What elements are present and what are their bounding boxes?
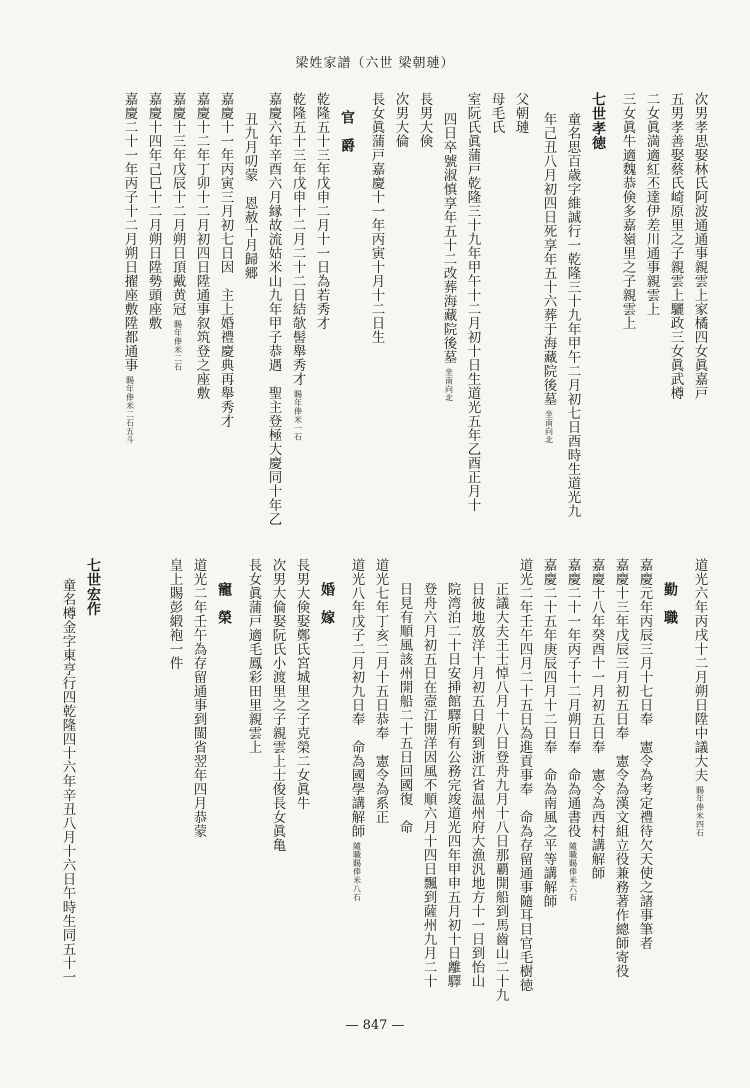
text-column (246, 558, 260, 754)
column-text: 正議大夫王士悼八月十八日登舟九月十八日那覇開船到馬齒山二十九 (492, 582, 509, 1002)
text-column (294, 558, 308, 810)
text-column (517, 558, 531, 992)
text-column (493, 582, 507, 1002)
column-text: 次男大倫娶阮氏小渡里之子親雲上士俊長女眞亀 (269, 558, 286, 852)
column-text: 日彼地放洋十月初五日駛到浙江省温州府大漁汎地方十一日到怡山 (468, 582, 485, 988)
text-column (397, 582, 411, 834)
text-column (541, 112, 555, 444)
column-text: 長男大倹 (416, 92, 433, 148)
text-column (489, 92, 503, 134)
column-text: 道光八年戊子二月初九日奉 命為國學講解師 (348, 558, 365, 838)
annotation-note: 賜年俸米二石五斗 (125, 376, 135, 444)
text-column (441, 112, 455, 402)
column-text: 年己丑八月初四日死享年五十六葬于海藏院後墓 (540, 112, 557, 406)
column-text: 長男大倹娶鄭氏宮城里之子克榮二女眞牛 (293, 558, 310, 810)
text-column (469, 582, 483, 988)
column-text: 登舟六月初五日在壼江開洋因風不順六月十四日飄到薩州九月二十 (420, 582, 437, 988)
text-column (122, 92, 136, 444)
text-column (218, 92, 232, 428)
column-text: 父朝璉 (512, 92, 529, 134)
column-text: 嘉慶二十一年丙子十二月朔日奉 命為通書役 (564, 558, 581, 838)
text-column (445, 582, 459, 988)
column-text: 嘉慶元年丙辰三月十七日奉 憲令為考定禮待欠天使之諸事筆者 (636, 558, 653, 950)
text-column (242, 112, 256, 280)
page-number: — 847 — (345, 1018, 405, 1033)
heading-text: 官爵 (339, 110, 355, 166)
page-header: 梁姓家譜（六世 梁朝璉） (295, 56, 455, 71)
text-column (565, 558, 579, 902)
column-text: 嘉慶十八年癸酉十一月初五日奉 憲令為西村講解師 (588, 558, 605, 880)
text-column (513, 92, 527, 134)
text-column (266, 92, 280, 526)
section-heading (86, 558, 100, 616)
annotation-note: 隨職賜俸米六石 (568, 842, 578, 902)
column-text: 長女眞蒲戸適毛鳳彩田里親雲上 (245, 558, 262, 754)
section-heading (320, 582, 334, 638)
column-text: 嘉慶二十五年庚辰四月十二日奉 命為南風之平等講解師 (540, 558, 557, 908)
annotation-note: 賜年俸米二石 (173, 320, 183, 371)
section-heading (591, 92, 605, 150)
text-column (191, 558, 205, 838)
text-column (146, 92, 160, 330)
text-column (668, 92, 682, 400)
column-text: 院湾泊二十日安挿館驛所有公務完竣道光四年甲申五月初十日離驛 (444, 582, 461, 988)
heading-text: 七世孝徳 (590, 92, 606, 150)
text-column (60, 578, 74, 984)
annotation-note: 隨職賜俸米八石 (352, 842, 362, 902)
text-column (692, 558, 706, 837)
text-column (349, 558, 363, 902)
text-column (589, 558, 603, 880)
heading-text: 七世宏作 (85, 558, 101, 616)
column-text: 次男大倫 (392, 92, 409, 148)
column-text: 丑九月叨蒙 恩赦十月歸郷 (241, 112, 258, 280)
column-text: 嘉慶十三年戊辰三月初五日奉 憲令為漢文組立役兼務著作總師寄役 (612, 558, 629, 978)
text-column (167, 558, 181, 670)
text-column (421, 582, 435, 988)
text-column (369, 92, 383, 344)
column-text: 室阮氏眞蒲戸乾隆三十九年甲午十二月初十日生道光五年乙酉正月十 (464, 92, 481, 512)
annotation-note: 坐南向北 (444, 368, 454, 402)
column-text: 道光七年丁亥二月十五日恭奉 憲令為系正 (372, 558, 389, 824)
text-column (270, 558, 284, 852)
column-text: 嘉慶十二年丁卯十二月初四日陞通事叙筑登之座敷 (193, 92, 210, 400)
column-text: 皇上賜彭緞袍一件 (166, 558, 183, 670)
text-column (637, 558, 651, 950)
column-text: 道光二年壬午四月二十五日為進貢事奉 命為存留通事隨耳目官毛樹徳 (516, 558, 533, 992)
text-column (692, 92, 706, 400)
column-text: 童名思百歳字維誠行一乾隆三十九年甲午二月初七日酉時生道光九 (564, 112, 581, 518)
annotation-note: 賜年俸米四石 (695, 786, 705, 837)
column-text: 母毛氏 (488, 92, 505, 134)
text-column (644, 92, 658, 316)
column-text: 乾隆五十三年戊申二月十一日為若秀才 (313, 92, 330, 330)
column-text: 嘉慶十一年丙寅三月初七日因 主上婚禮慶典再舉秀才 (217, 92, 234, 428)
annotation-note: 賜年俸米一石 (293, 390, 303, 441)
column-text: 嘉慶六年辛酉六月縁故流姑米山九年甲子恭遇 聖主登極大慶同十年乙 (265, 92, 282, 526)
column-text: 嘉慶二十一年丙子十二月朔日擢座敷陞都通事 (121, 92, 138, 372)
section-heading (663, 582, 677, 638)
column-text: 嘉慶十三年戊辰十二月朔日頂戴黄冠 (169, 92, 186, 316)
column-text: 次男孝思娶林氏阿波通通事親雲上家橘四女眞嘉戸 (691, 92, 708, 400)
text-column (373, 558, 387, 824)
heading-text: 勤職 (662, 582, 678, 638)
column-text: 乾隆五十三年戊申十二月二十二日結欹髻舉秀才 (289, 92, 306, 386)
heading-text: 寵榮 (216, 582, 232, 638)
column-text: 嘉慶十四年己巳十二月朔日陞勢頭座敷 (145, 92, 162, 330)
text-column (565, 112, 579, 518)
section-heading (340, 110, 354, 166)
column-text: 四日卒號淑慎享年五十二改葬海藏院後墓 (440, 112, 457, 364)
text-column (314, 92, 328, 330)
column-text: 童名樽金字東亨行四乾隆四十六年辛丑八月十六日午時生同五十一 (59, 578, 76, 984)
text-column (417, 92, 431, 148)
text-column (620, 92, 634, 330)
text-column (194, 92, 208, 400)
text-column (393, 92, 407, 148)
heading-text: 婚嫁 (319, 582, 335, 638)
column-text: 道光二年壬午為存留通事到閩省翌年四月恭蒙 (190, 558, 207, 838)
column-text: 三女眞牛適魏恭倹多嘉嶺里之子親雲上 (619, 92, 636, 330)
text-column (613, 558, 627, 978)
column-text: 二女眞満適紅丕達伊差川通事親雲上 (643, 92, 660, 316)
text-column (170, 92, 184, 371)
annotation-note: 坐南向北 (544, 410, 554, 444)
column-text: 道光六年丙戌十二月朔日陞中議大夫 (691, 558, 708, 782)
column-text: 日見有順風該州開船二十五日回國復 命 (396, 582, 413, 834)
text-column (541, 558, 555, 908)
text-column (290, 92, 304, 441)
section-heading (217, 582, 231, 638)
column-text: 五男孝善娶蔡氏崎原里之子親雲上驪政三女眞武樽 (667, 92, 684, 400)
text-column (465, 92, 479, 512)
column-text: 長女眞蒲戸嘉慶十一年丙寅十月十二日生 (368, 92, 385, 344)
